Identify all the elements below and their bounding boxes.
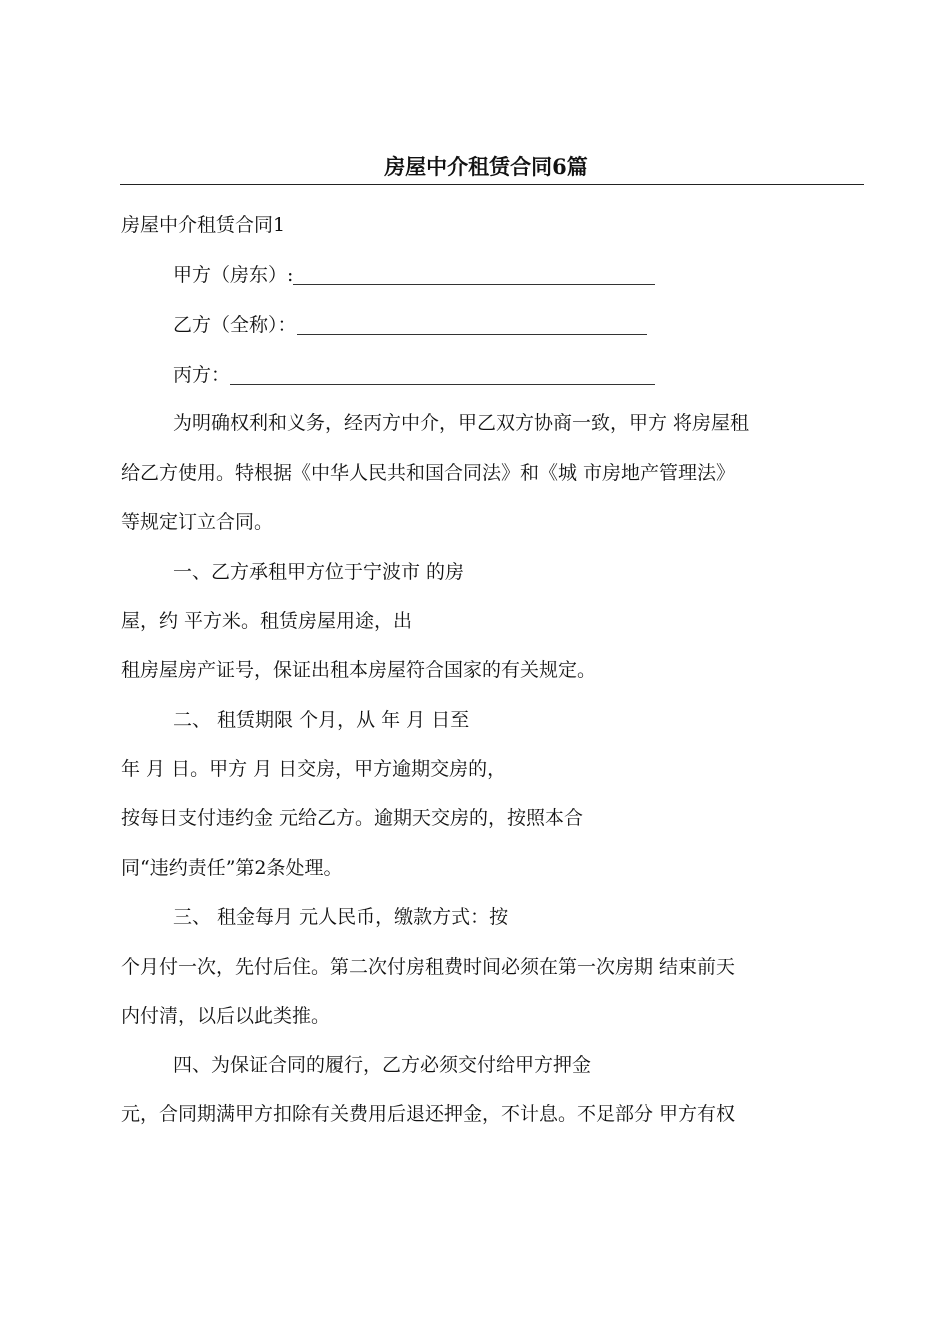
paragraph-line: 为明确权利和义务，经丙方中介，甲乙双方协商一致，甲方 将房屋租 (173, 412, 750, 434)
paragraph-line: 给乙方使用。特根据《中华人民共和国合同法》和《城 市房地产管理法》 (121, 462, 736, 484)
clause-2-line: 按每日支付违约金 元给乙方。逾期天交房的，按照本合 (121, 807, 584, 829)
party-a-blank (293, 264, 655, 285)
party-c-blank (230, 364, 655, 385)
paragraph-line: 等规定订立合同。 (121, 511, 274, 533)
party-c-label: 丙方： (173, 364, 231, 386)
party-b-label: 乙方（全称）： (173, 314, 297, 336)
clause-3-line: 内付清，以后以此类推。 (121, 1005, 331, 1027)
party-a-line (173, 262, 655, 288)
clause-1-line: 一、乙方承租甲方位于宁波市 的房 (173, 561, 465, 583)
clause-2-line: 同“违约责任”第2条处理。 (121, 857, 343, 879)
title-rule (120, 152, 864, 185)
party-a-label: 甲方（房东）: (173, 264, 294, 286)
document-title: 房屋中介租赁合同6篇 (384, 154, 588, 179)
clause-1-line: 租房屋房产证号，保证出租本房屋符合国家的有关规定。 (121, 659, 597, 681)
clause-2-line: 年 月 日。甲方 月 日交房，甲方逾期交房的， (121, 758, 507, 780)
clause-3-line: 个月付一次，先付后住。第二次付房租费时间必须在第一次房期 结束前天 (121, 956, 736, 978)
party-c-line (173, 362, 655, 388)
clause-4-line: 元，合同期满甲方扣除有关费用后退还押金，不计息。不足部分 甲方有权 (121, 1103, 736, 1125)
clause-1-line: 屋，约 平方米。租赁房屋用途，出 (121, 610, 413, 632)
party-b-line (173, 312, 647, 338)
clause-3-line: 三、 租金每月 元人民币，缴款方式：按 (173, 906, 509, 928)
clause-2-line: 二、 租赁期限 个月，从 年 月 日至 (173, 709, 470, 731)
section-heading: 房屋中介租赁合同1 (121, 214, 286, 236)
party-b-blank (297, 314, 647, 335)
clause-4-line: 四、为保证合同的履行，乙方必须交付给甲方押金 (173, 1054, 592, 1076)
